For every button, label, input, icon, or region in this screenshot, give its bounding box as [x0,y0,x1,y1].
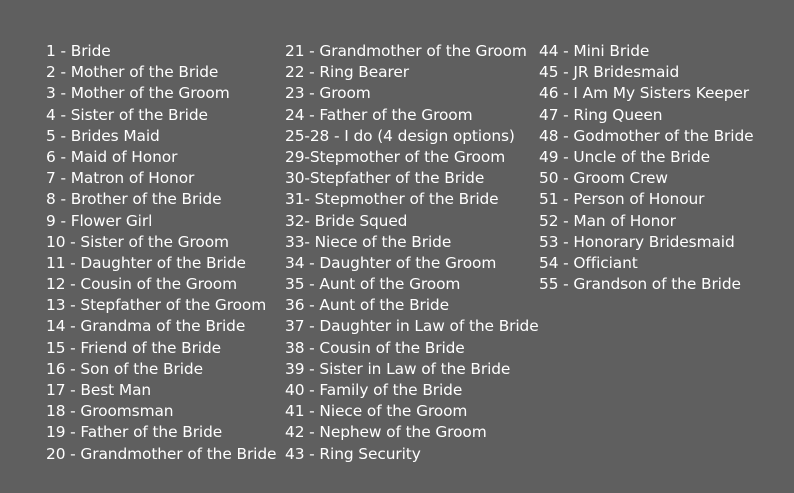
list-item: 8 - Brother of the Bride [46,190,222,209]
list-item: 40 - Family of the Bride [285,381,463,399]
list-item: 23 - Groom [285,84,371,103]
list-item: 49 - Uncle of the Bride [539,147,711,166]
list-item: 34 - Daughter of the Groom [285,253,497,272]
list-item: 3 - Mother of the Groom [46,84,230,103]
list-item: 1 - Bride [46,42,111,60]
list-item: 2 - Mother of the Bride [46,63,219,82]
list-item: 33- Niece of the Bride [285,232,452,251]
list-item: 20 - Grandmother of the Bride [46,444,277,463]
list-item: 25-28 - I do (4 design options) [285,126,515,145]
list-item: 29-Stepmother of the Groom [285,147,506,166]
list-item: 52 - Man of Honor [539,211,676,230]
list-item: 9 - Flower Girl [46,211,153,230]
list-item: 13 - Stepfather of the Groom [46,296,267,315]
design-list-column-3 [539,41,789,295]
list-item: 46 - I Am My Sisters Keeper [539,84,749,103]
list-item: 54 - Officiant [539,253,638,272]
list-item: 5 - Brides Maid [46,126,160,145]
list-item: 21 - Grandmother of the Groom [285,42,527,60]
design-list-column-2 [285,41,539,465]
list-item: 4 - Sister of the Bride [46,105,208,124]
list-item: 17 - Best Man [46,381,152,399]
list-item: 11 - Daughter of the Bride [46,253,246,272]
list-item: 43 - Ring Security [285,444,421,463]
list-item: 12 - Cousin of the Groom [46,275,237,294]
list-item: 7 - Matron of Honor [46,169,195,188]
list-item: 32- Bride Squed [285,211,408,230]
list-item: 16 - Son of the Bride [46,359,203,378]
list-item: 15 - Friend of the Bride [46,338,222,357]
list-item: 45 - JR Bridesmaid [539,63,680,82]
list-item: 31- Stepmother of the Bride [285,190,499,209]
list-item: 6 - Maid of Honor [46,147,178,166]
list-item: 53 - Honorary Bridesmaid [539,232,735,251]
list-item: 22 - Ring Bearer [285,63,409,82]
list-item: 18 - Groomsman [46,402,174,421]
list-item: 30-Stepfather of the Bride [285,169,485,188]
list-item: 24 - Father of the Groom [285,105,473,124]
list-item: 39 - Sister in Law of the Bride [285,359,511,378]
design-list-column-1 [46,41,282,465]
list-item: 50 - Groom Crew [539,169,668,188]
list-item: 14 - Grandma of the Bride [46,317,246,336]
list-item: 42 - Nephew of the Groom [285,423,487,442]
list-item: 19 - Father of the Bride [46,423,223,442]
list-item: 35 - Aunt of the Groom [285,275,461,294]
list-item: 41 - Niece of the Groom [285,402,468,421]
list-item: 48 - Godmother of the Bride [539,126,754,145]
list-item: 37 - Daughter in Law of the Bride [285,317,539,336]
list-item: 38 - Cousin of the Bride [285,338,465,357]
list-item: 47 - Ring Queen [539,105,663,124]
list-item: 55 - Grandson of the Bride [539,275,741,294]
list-item: 44 - Mini Bride [539,42,650,60]
list-item: 36 - Aunt of the Bride [285,296,449,315]
list-item: 51 - Person of Honour [539,190,705,209]
list-item: 10 - Sister of the Groom [46,232,229,251]
